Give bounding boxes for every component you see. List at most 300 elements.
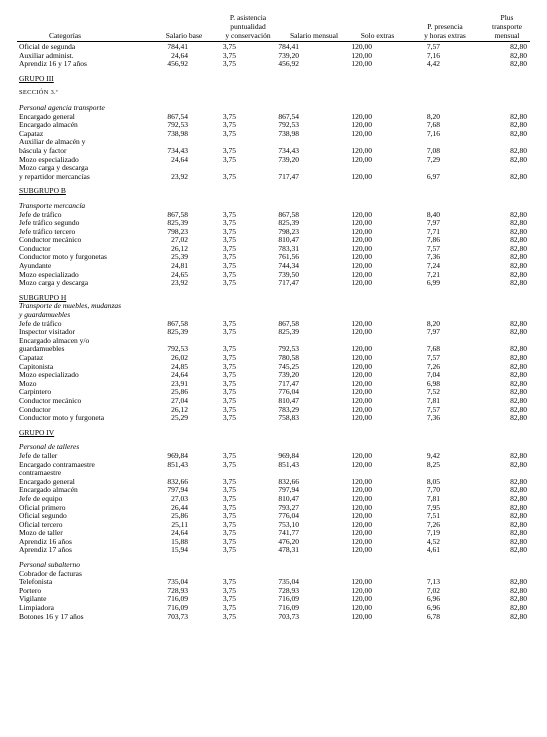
category-cell: GRUPO IV bbox=[19, 427, 55, 437]
base-cell: 792,53 bbox=[167, 120, 188, 130]
pad-cell bbox=[527, 164, 547, 173]
extras-cell: 120,00 bbox=[351, 252, 372, 262]
table-row bbox=[0, 414, 547, 423]
asist-cell: 3,75 bbox=[222, 50, 236, 60]
extras-cell: 120,00 bbox=[351, 353, 372, 362]
mensual-cell: 783,31 bbox=[278, 243, 299, 253]
table-row bbox=[0, 512, 547, 521]
category-cell: Jefe tráfico tercero bbox=[19, 226, 76, 236]
base-cell: 23,91 bbox=[171, 378, 188, 388]
base-cell: 25,11 bbox=[171, 519, 188, 529]
subheading-row bbox=[0, 202, 547, 211]
table-row bbox=[0, 538, 547, 547]
extras-cell: 120,00 bbox=[351, 218, 372, 228]
category-cell: Mozo especializado bbox=[19, 154, 79, 164]
header-asistencia-line3: y conservación bbox=[225, 31, 271, 40]
pad-cell bbox=[527, 363, 547, 372]
pad-cell bbox=[527, 486, 547, 495]
category-cell: Mozo bbox=[19, 378, 37, 388]
table-row bbox=[0, 211, 547, 220]
asist-cell: 3,75 bbox=[222, 545, 236, 555]
table-row bbox=[0, 570, 547, 579]
extras-cell: 120,00 bbox=[351, 485, 372, 495]
plus-cell: 82,80 bbox=[510, 611, 527, 621]
pad-cell bbox=[527, 546, 547, 555]
base-cell: 27,03 bbox=[171, 493, 188, 503]
category-cell: Capitonista bbox=[19, 361, 54, 371]
category-cell: Jefe de tráfico bbox=[19, 318, 62, 328]
asist-cell: 3,75 bbox=[222, 353, 236, 362]
base-cell: 23,92 bbox=[171, 278, 188, 288]
category-cell: contramaestre bbox=[19, 468, 62, 478]
pad-cell bbox=[527, 147, 547, 156]
pad-cell bbox=[527, 521, 547, 530]
extras-cell: 120,00 bbox=[351, 378, 372, 388]
mensual-cell: 780,58 bbox=[278, 353, 299, 362]
extras-cell: 120,00 bbox=[351, 585, 372, 595]
extras-cell: 120,00 bbox=[351, 395, 372, 405]
pad-cell bbox=[527, 173, 547, 182]
plus-cell: 82,80 bbox=[510, 459, 527, 469]
asist-cell: 3,75 bbox=[222, 261, 236, 271]
group-heading-row bbox=[0, 187, 547, 196]
mensual-cell: 793,27 bbox=[278, 502, 299, 512]
presencia-cell: 6,78 bbox=[426, 611, 440, 621]
pad-cell bbox=[527, 60, 547, 69]
table-row bbox=[0, 354, 547, 363]
mensual-cell: 739,20 bbox=[278, 154, 299, 164]
base-cell: 734,43 bbox=[167, 145, 188, 155]
asist-cell: 3,75 bbox=[222, 344, 236, 354]
mensual-cell: 810,47 bbox=[278, 493, 299, 503]
table-row bbox=[0, 595, 547, 604]
presencia-cell: 6,96 bbox=[426, 603, 440, 613]
presencia-cell: 7,95 bbox=[426, 502, 440, 512]
asist-cell: 3,75 bbox=[222, 413, 236, 423]
category-cell: SUBGRUPO H bbox=[19, 292, 67, 302]
category-cell: Encargado almacén bbox=[19, 120, 78, 130]
category-cell: Capataz bbox=[19, 128, 44, 138]
category-cell: Jefe de equipo bbox=[19, 493, 63, 503]
presencia-cell: 7,57 bbox=[426, 42, 440, 51]
pad-cell bbox=[527, 587, 547, 596]
category-cell: Aprendiz 17 años bbox=[19, 545, 72, 555]
mensual-cell: 810,47 bbox=[278, 235, 299, 245]
base-cell: 738,98 bbox=[167, 128, 188, 138]
category-cell: Transporte de muebles, mudanzas bbox=[19, 301, 122, 311]
pad-cell bbox=[527, 604, 547, 613]
base-cell: 25,86 bbox=[171, 387, 188, 397]
plus-cell: 82,80 bbox=[510, 269, 527, 279]
mensual-cell: 761,56 bbox=[278, 252, 299, 262]
extras-cell: 120,00 bbox=[351, 111, 372, 121]
group-heading-row bbox=[0, 75, 547, 84]
table-row bbox=[0, 138, 547, 147]
asist-cell: 3,75 bbox=[222, 459, 236, 469]
plus-cell: 82,80 bbox=[510, 378, 527, 388]
header-categorias-text: Categorías bbox=[48, 31, 82, 40]
header-salario-base bbox=[153, 31, 215, 40]
header-rule bbox=[17, 41, 530, 42]
mensual-cell: 717,47 bbox=[278, 171, 299, 181]
pad-cell bbox=[527, 354, 547, 363]
asist-cell: 3,75 bbox=[222, 243, 236, 253]
mensual-cell: 745,25 bbox=[278, 361, 299, 371]
presencia-cell: 8,40 bbox=[426, 209, 440, 219]
table-row bbox=[0, 388, 547, 397]
presencia-cell: 4,52 bbox=[426, 536, 440, 546]
presencia-cell: 7,13 bbox=[426, 577, 440, 587]
table-row bbox=[0, 521, 547, 530]
pad-cell bbox=[527, 156, 547, 165]
plus-cell: 82,80 bbox=[510, 585, 527, 595]
presencia-cell: 7,97 bbox=[426, 218, 440, 228]
pad-cell bbox=[527, 328, 547, 337]
mensual-cell: 810,47 bbox=[278, 395, 299, 405]
table-row bbox=[0, 253, 547, 262]
mensual-cell: 798,23 bbox=[278, 226, 299, 236]
base-cell: 26,02 bbox=[171, 353, 188, 362]
extras-cell: 120,00 bbox=[351, 269, 372, 279]
base-cell: 24,85 bbox=[171, 361, 188, 371]
plus-cell: 82,80 bbox=[510, 361, 527, 371]
base-cell: 27,02 bbox=[171, 235, 188, 245]
category-cell: Encargado general bbox=[19, 476, 75, 486]
presencia-cell: 7,19 bbox=[426, 528, 440, 538]
pad-cell bbox=[527, 512, 547, 521]
pad-cell bbox=[527, 570, 547, 579]
mensual-cell: 744,34 bbox=[278, 261, 299, 271]
plus-cell: 82,80 bbox=[510, 353, 527, 362]
category-cell: SUBGRUPO B bbox=[19, 186, 66, 196]
pad-cell bbox=[527, 388, 547, 397]
extras-cell: 120,00 bbox=[351, 120, 372, 130]
category-cell: y repartidor mercancías bbox=[19, 171, 90, 181]
asist-cell: 3,75 bbox=[222, 361, 236, 371]
base-cell: 716,09 bbox=[167, 603, 188, 613]
plus-cell: 82,80 bbox=[510, 485, 527, 495]
plus-cell: 82,80 bbox=[510, 171, 527, 181]
base-cell: 832,66 bbox=[167, 476, 188, 486]
mensual-cell: 476,20 bbox=[278, 536, 299, 546]
header-solo-extras bbox=[350, 31, 405, 40]
asist-cell: 3,75 bbox=[222, 278, 236, 288]
group-heading-row bbox=[0, 429, 547, 438]
plus-cell: 82,80 bbox=[510, 545, 527, 555]
extras-cell: 120,00 bbox=[351, 528, 372, 538]
plus-cell: 82,80 bbox=[510, 413, 527, 423]
extras-cell: 120,00 bbox=[351, 404, 372, 414]
presencia-cell: 6,97 bbox=[426, 171, 440, 181]
pad-cell bbox=[527, 538, 547, 547]
presencia-cell: 8,20 bbox=[426, 111, 440, 121]
presencia-cell: 7,57 bbox=[426, 404, 440, 414]
plus-cell: 82,80 bbox=[510, 145, 527, 155]
table-row bbox=[0, 363, 547, 372]
pad-cell bbox=[527, 452, 547, 461]
plus-cell: 82,80 bbox=[510, 536, 527, 546]
table-row bbox=[0, 173, 547, 182]
header-asistencia bbox=[216, 13, 280, 40]
category-cell: Jefe de taller bbox=[19, 450, 58, 460]
category-cell: Oficial de segunda bbox=[19, 42, 76, 51]
pad-cell bbox=[527, 43, 547, 52]
header-asistencia-line2: puntualidad bbox=[230, 22, 266, 31]
base-cell: 867,58 bbox=[167, 209, 188, 219]
asist-cell: 3,75 bbox=[222, 235, 236, 245]
extras-cell: 120,00 bbox=[351, 154, 372, 164]
plus-cell: 82,80 bbox=[510, 243, 527, 253]
asist-cell: 3,75 bbox=[222, 450, 236, 460]
table-row bbox=[0, 613, 547, 622]
extras-cell: 120,00 bbox=[351, 327, 372, 337]
base-cell: 867,54 bbox=[167, 111, 188, 121]
mensual-cell: 832,66 bbox=[278, 476, 299, 486]
asist-cell: 3,75 bbox=[222, 603, 236, 613]
presencia-cell: 7,16 bbox=[426, 128, 440, 138]
header-categorias bbox=[17, 31, 113, 40]
mensual-cell: 741,77 bbox=[278, 528, 299, 538]
subheading-row bbox=[0, 443, 547, 452]
pad-cell bbox=[527, 245, 547, 254]
category-cell: Personal subalterno bbox=[19, 560, 81, 570]
pad-cell bbox=[527, 219, 547, 228]
table-row bbox=[0, 228, 547, 237]
mensual-cell: 738,98 bbox=[278, 128, 299, 138]
table-row bbox=[0, 279, 547, 288]
asist-cell: 3,75 bbox=[222, 269, 236, 279]
plus-cell: 82,80 bbox=[510, 252, 527, 262]
presencia-cell: 7,57 bbox=[426, 243, 440, 253]
category-cell: Encargado almacén bbox=[19, 485, 78, 495]
table-row bbox=[0, 320, 547, 329]
mensual-cell: 867,58 bbox=[278, 209, 299, 219]
plus-cell: 82,80 bbox=[510, 519, 527, 529]
asist-cell: 3,75 bbox=[222, 585, 236, 595]
pad-cell bbox=[527, 504, 547, 513]
category-cell: Conductor mecánico bbox=[19, 395, 82, 405]
salary-table bbox=[0, 43, 547, 621]
plus-cell: 82,80 bbox=[510, 476, 527, 486]
pad-cell bbox=[527, 253, 547, 262]
asist-cell: 3,75 bbox=[222, 404, 236, 414]
mensual-cell: 758,83 bbox=[278, 413, 299, 423]
presencia-cell: 7,81 bbox=[426, 493, 440, 503]
table-row bbox=[0, 219, 547, 228]
mensual-cell: 456,92 bbox=[278, 59, 299, 69]
base-cell: 24,81 bbox=[171, 261, 188, 271]
category-cell: Transporte mercancía bbox=[19, 200, 86, 210]
mensual-cell: 734,43 bbox=[278, 145, 299, 155]
plus-cell: 82,80 bbox=[510, 387, 527, 397]
plus-cell: 82,80 bbox=[510, 344, 527, 354]
mensual-cell: 792,53 bbox=[278, 344, 299, 354]
extras-cell: 120,00 bbox=[351, 226, 372, 236]
presencia-cell: 8,25 bbox=[426, 459, 440, 469]
asist-cell: 3,75 bbox=[222, 145, 236, 155]
extras-cell: 120,00 bbox=[351, 318, 372, 328]
extras-cell: 120,00 bbox=[351, 171, 372, 181]
base-cell: 15,88 bbox=[171, 536, 188, 546]
category-cell: Capataz bbox=[19, 353, 44, 362]
mensual-cell: 753,10 bbox=[278, 519, 299, 529]
category-cell: Mozo carga y descarga bbox=[19, 278, 89, 288]
pad-cell bbox=[527, 262, 547, 271]
presencia-cell: 7,26 bbox=[426, 519, 440, 529]
category-cell: Aprendiz 16 y 17 años bbox=[19, 59, 87, 69]
plus-cell: 82,80 bbox=[510, 209, 527, 219]
pad-cell bbox=[527, 414, 547, 423]
extras-cell: 120,00 bbox=[351, 145, 372, 155]
presencia-cell: 7,68 bbox=[426, 120, 440, 130]
extras-cell: 120,00 bbox=[351, 209, 372, 219]
pad-cell bbox=[527, 406, 547, 415]
plus-cell: 82,80 bbox=[510, 278, 527, 288]
base-cell: 798,23 bbox=[167, 226, 188, 236]
pad-cell bbox=[527, 138, 547, 147]
pad-cell bbox=[527, 228, 547, 237]
plus-cell: 82,80 bbox=[510, 111, 527, 121]
presencia-cell: 7,68 bbox=[426, 344, 440, 354]
plus-cell: 82,80 bbox=[510, 261, 527, 271]
extras-cell: 120,00 bbox=[351, 361, 372, 371]
table-row bbox=[0, 461, 547, 470]
category-cell: Mozo de taller bbox=[19, 528, 63, 538]
presencia-cell: 9,42 bbox=[426, 450, 440, 460]
mensual-cell: 739,20 bbox=[278, 370, 299, 380]
base-cell: 728,93 bbox=[167, 585, 188, 595]
header-solo-extras-text: Solo extras bbox=[360, 31, 395, 40]
base-cell: 867,58 bbox=[167, 318, 188, 328]
header-presencia-line2: y horas extras bbox=[424, 31, 466, 40]
asist-cell: 3,75 bbox=[222, 111, 236, 121]
extras-cell: 120,00 bbox=[351, 536, 372, 546]
asist-cell: 3,75 bbox=[222, 226, 236, 236]
asist-cell: 3,75 bbox=[222, 218, 236, 228]
pad-cell bbox=[527, 211, 547, 220]
mensual-cell: 969,84 bbox=[278, 450, 299, 460]
plus-cell: 82,80 bbox=[510, 594, 527, 604]
presencia-cell: 7,52 bbox=[426, 387, 440, 397]
mensual-cell: 776,04 bbox=[278, 387, 299, 397]
subheading-row bbox=[0, 302, 547, 311]
table-body bbox=[0, 43, 547, 621]
pad-cell bbox=[527, 279, 547, 288]
base-cell: 24,65 bbox=[171, 269, 188, 279]
asist-cell: 3,75 bbox=[222, 120, 236, 130]
asist-cell: 3,75 bbox=[222, 42, 236, 51]
extras-cell: 120,00 bbox=[351, 459, 372, 469]
table-row bbox=[0, 504, 547, 513]
plus-cell: 82,80 bbox=[510, 59, 527, 69]
asist-cell: 3,75 bbox=[222, 594, 236, 604]
asist-cell: 3,75 bbox=[222, 318, 236, 328]
plus-cell: 82,80 bbox=[510, 327, 527, 337]
presencia-cell: 7,70 bbox=[426, 485, 440, 495]
base-cell: 792,53 bbox=[167, 344, 188, 354]
table-row bbox=[0, 113, 547, 122]
table-row bbox=[0, 60, 547, 69]
mensual-cell: 478,31 bbox=[278, 545, 299, 555]
asist-cell: 3,75 bbox=[222, 378, 236, 388]
plus-cell: 82,80 bbox=[510, 50, 527, 60]
base-cell: 25,29 bbox=[171, 413, 188, 423]
pad-cell bbox=[527, 320, 547, 329]
table-row bbox=[0, 236, 547, 245]
pad-cell bbox=[527, 337, 547, 346]
base-cell: 24,64 bbox=[171, 154, 188, 164]
asist-cell: 3,75 bbox=[222, 171, 236, 181]
asist-cell: 3,75 bbox=[222, 493, 236, 503]
extras-cell: 120,00 bbox=[351, 235, 372, 245]
asist-cell: 3,75 bbox=[222, 611, 236, 621]
presencia-cell: 7,08 bbox=[426, 145, 440, 155]
category-cell: Oficial tercero bbox=[19, 519, 63, 529]
mensual-cell: 825,39 bbox=[278, 327, 299, 337]
pad-cell bbox=[527, 371, 547, 380]
category-cell: Jefe tráfico segundo bbox=[19, 218, 80, 228]
pad-cell bbox=[527, 121, 547, 130]
category-cell: Botones 16 y 17 años bbox=[19, 611, 84, 621]
mensual-cell: 776,04 bbox=[278, 511, 299, 521]
asist-cell: 3,75 bbox=[222, 387, 236, 397]
mensual-cell: 851,43 bbox=[278, 459, 299, 469]
category-cell: Oficial segundo bbox=[19, 511, 67, 521]
presencia-cell: 7,36 bbox=[426, 252, 440, 262]
category-cell: SECCIÓN 3.ª bbox=[19, 89, 58, 97]
category-cell: Personal de talleres bbox=[19, 442, 80, 452]
extras-cell: 120,00 bbox=[351, 261, 372, 271]
category-cell: Jefe de tráfico bbox=[19, 209, 62, 219]
plus-cell: 82,80 bbox=[510, 502, 527, 512]
header-plus-line2: transporte bbox=[492, 22, 522, 31]
base-cell: 825,39 bbox=[167, 218, 188, 228]
header-asistencia-line1: P. asistencia bbox=[229, 13, 267, 22]
base-cell: 24,64 bbox=[171, 50, 188, 60]
subheading-row bbox=[0, 561, 547, 570]
category-cell: Ayundante bbox=[19, 261, 52, 271]
asist-cell: 3,75 bbox=[222, 511, 236, 521]
extras-cell: 120,00 bbox=[351, 476, 372, 486]
base-cell: 851,43 bbox=[167, 459, 188, 469]
category-cell: Auxiliar de almacén y bbox=[19, 137, 86, 147]
mensual-cell: 739,20 bbox=[278, 50, 299, 60]
base-cell: 23,92 bbox=[171, 171, 188, 181]
plus-cell: 82,80 bbox=[510, 395, 527, 405]
presencia-cell: 7,16 bbox=[426, 50, 440, 60]
pad-cell bbox=[527, 380, 547, 389]
category-cell: Telefonista bbox=[19, 577, 53, 587]
table-row bbox=[0, 337, 547, 346]
extras-cell: 120,00 bbox=[351, 577, 372, 587]
plus-cell: 82,80 bbox=[510, 493, 527, 503]
presencia-cell: 6,99 bbox=[426, 278, 440, 288]
base-cell: 797,94 bbox=[167, 485, 188, 495]
presencia-cell: 7,26 bbox=[426, 361, 440, 371]
presencia-cell: 7,57 bbox=[426, 353, 440, 362]
table-row bbox=[0, 578, 547, 587]
base-cell: 25,39 bbox=[171, 252, 188, 262]
mensual-cell: 867,58 bbox=[278, 318, 299, 328]
pad-cell bbox=[527, 469, 547, 478]
category-cell: Personal agencia transporte bbox=[19, 102, 105, 112]
asist-cell: 3,75 bbox=[222, 476, 236, 486]
presencia-cell: 4,42 bbox=[426, 59, 440, 69]
extras-cell: 120,00 bbox=[351, 594, 372, 604]
mensual-cell: 735,04 bbox=[278, 577, 299, 587]
presencia-cell: 7,04 bbox=[426, 370, 440, 380]
header-salario-mensual-text: Salario mensual bbox=[289, 31, 339, 40]
